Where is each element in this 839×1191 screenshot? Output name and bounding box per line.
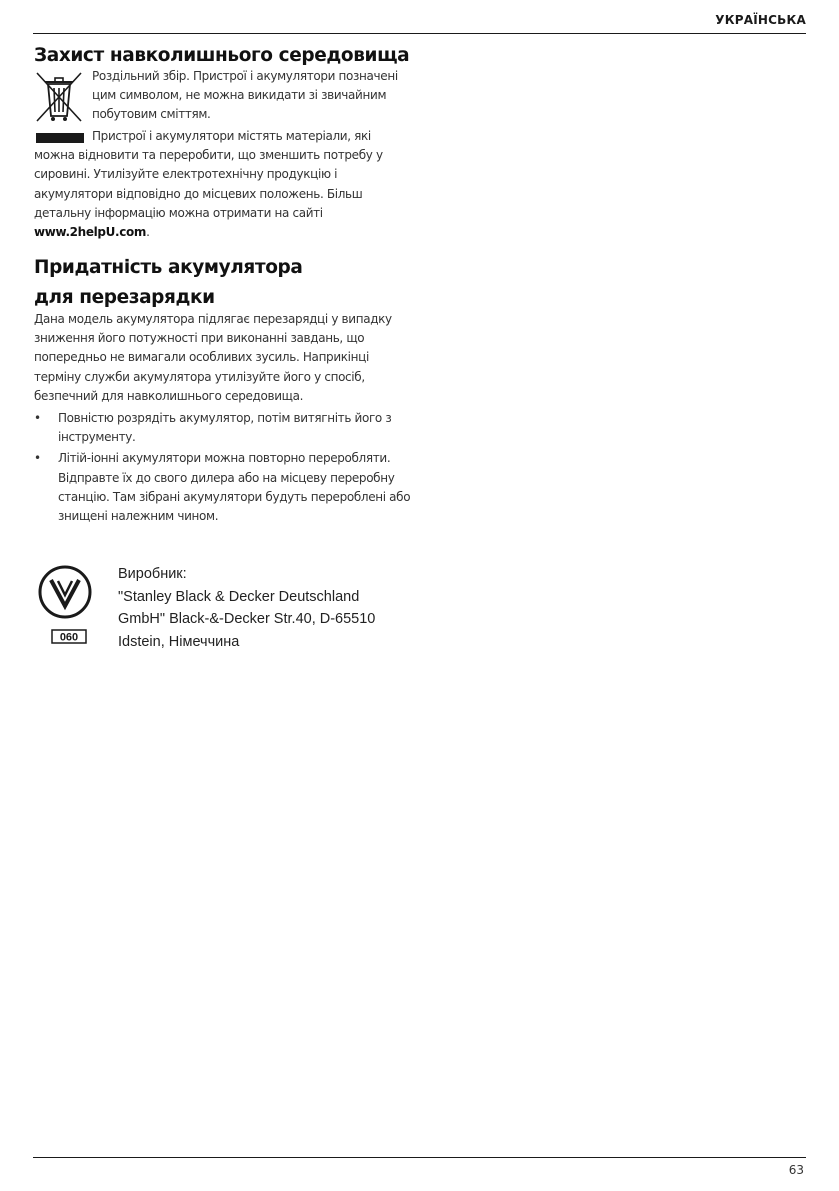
ua-conformity-mark-icon (38, 563, 92, 645)
website-suffix: . (146, 225, 150, 240)
language-label: УКРАЇНСЬКА (715, 13, 806, 27)
rechargeable-intro-text: Дана модель акумулятора підлягає перезарядці у випадку зниження його потужності при виконанні завдань, що попередньо не вимагали особливих зусиль. Наприкінці терміну служби акумулятора утилізуйте його у спосіб, безпечний для навколишнього середовища. (34, 312, 392, 403)
manufacturer-line: "Stanley Black & Decker Deutschland (118, 588, 360, 605)
bullet-marker: • (34, 451, 41, 466)
crossed-bin-icon (34, 70, 84, 124)
footer-divider (33, 1157, 806, 1158)
rechargeable-bullet-list (34, 409, 414, 528)
manufacturer-block (118, 563, 438, 653)
rechargeable-heading: Придатність акумулятора для перезарядки (34, 257, 303, 308)
bullet-text: Літій-іонні акумулятори можна повторно переробляти. Відправте їх до свого дилера або на місцеву переробну станцію. Там зібрані акумулятори будуть перероблені або знищені належним чином. (58, 451, 411, 524)
bullet-marker: • (34, 411, 41, 425)
manufacturer-label: Виробник: (118, 566, 187, 582)
list-item (34, 449, 414, 526)
materials-paragraph (34, 127, 414, 242)
header-divider (33, 33, 806, 34)
bullet-text: Повністю розрядіть акумулятор, потім витягніть його з інструменту. (58, 411, 392, 445)
environment-heading: Захист навколишнього середовища (34, 45, 410, 66)
list-item (34, 409, 414, 447)
website-link[interactable]: www.2helpU.com (34, 225, 147, 240)
page-number: 63 (788, 1163, 804, 1177)
ua-mark-code: 060 (59, 631, 79, 644)
separate-collection-text: Роздільний збір. Пристрої і акумулятори позначені цим символом, не можна викидати зі звичайним побутовим сміттям. (92, 69, 398, 122)
manufacturer-line: GmbH" Black-&-Decker Str.40, D-65510 (118, 611, 376, 627)
materials-text: Пристрої і акумулятори містять матеріали, які можна відновити та переробити, що зменшить потребу у сировині. Утилізуйте електротехнічну продукцію і акумулятори відповідно до місцевих положень. Більш детальну інформацію можна отримати на сайті (34, 129, 383, 220)
manufacturer-line: Idstein, Німеччина (118, 633, 240, 650)
